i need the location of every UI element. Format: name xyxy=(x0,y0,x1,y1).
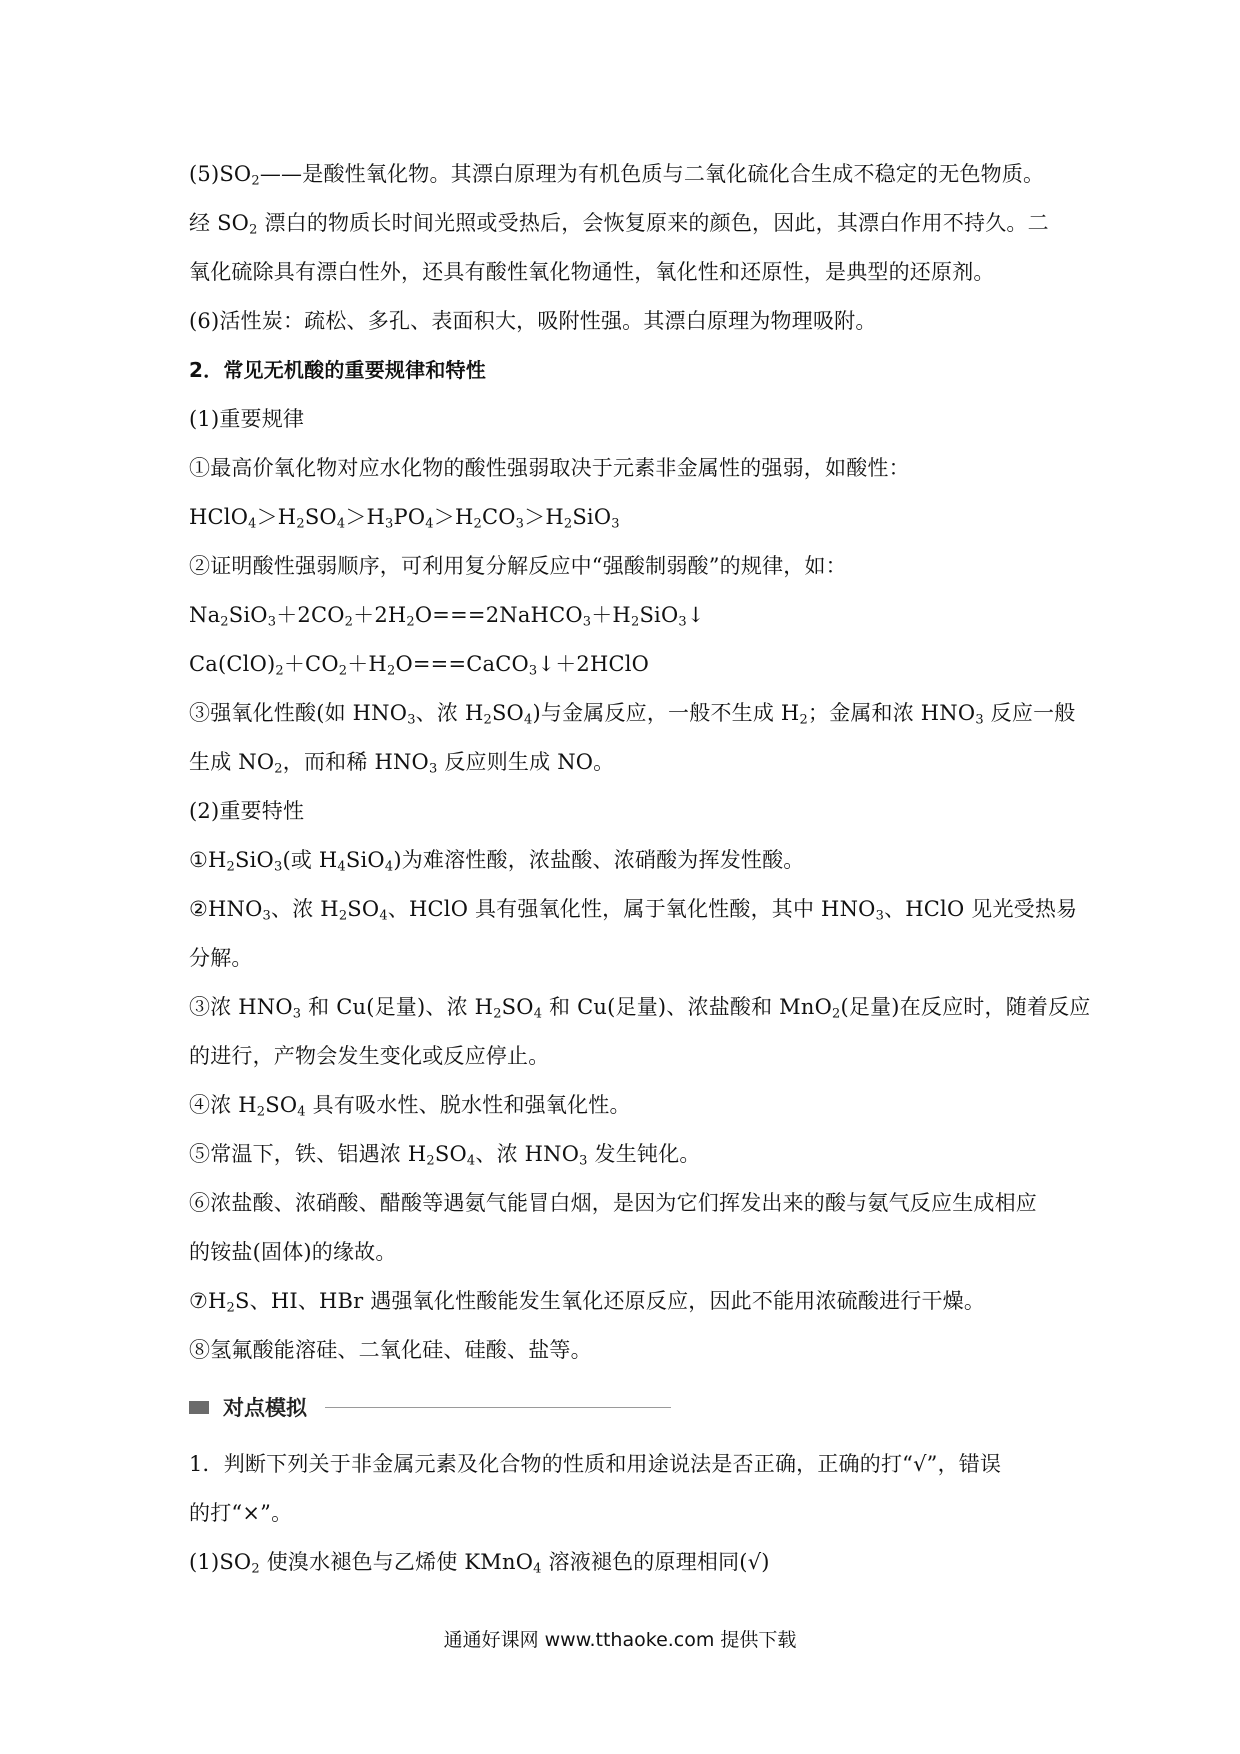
text-line xyxy=(189,444,1059,493)
subscript: 2 xyxy=(386,663,396,679)
text-segment: SiO xyxy=(235,848,274,872)
text-segment: ①最高价氧化物对应水化物的酸性强弱取决于元素非金属性的强弱，如酸性： xyxy=(189,456,910,480)
section-marker-icon xyxy=(189,1401,209,1414)
body-text xyxy=(189,150,1091,1375)
subscript: 4 xyxy=(425,516,434,532)
text-segment: ⑥浓盐酸、浓硝酸、醋酸等遇氨气能冒白烟，是因为它们挥发出来的酸与氨气反应生成相应 xyxy=(189,1191,1037,1215)
text-segment: ②证明酸性强弱顺序，可利用复分解反应中“强酸制弱酸”的规律，如： xyxy=(189,554,847,578)
text-line xyxy=(189,493,1059,542)
subscript: 2 xyxy=(275,663,284,679)
text-segment: ；金属和浓 HNO xyxy=(807,701,976,725)
text-segment: ，而和稀 HNO xyxy=(282,750,429,774)
subscript: 3 xyxy=(579,1153,588,1169)
text-segment: (或 H xyxy=(282,848,338,872)
subscript: 4 xyxy=(336,516,346,532)
text-segment: SO xyxy=(501,995,534,1019)
subscript: 3 xyxy=(267,614,277,630)
subscript: 2 xyxy=(226,859,236,875)
subscript: 2 xyxy=(220,614,229,630)
subscript: 2 xyxy=(832,1006,841,1022)
subscript: 3 xyxy=(528,663,538,679)
subscript: 3 xyxy=(611,516,620,532)
text-segment: 生成 NO xyxy=(189,750,275,774)
subscript: 2 xyxy=(251,1561,260,1577)
subscript: 4 xyxy=(523,712,533,728)
subscript: 2 xyxy=(406,614,415,630)
text-segment: ＞H xyxy=(524,505,564,529)
subscript: 4 xyxy=(533,1006,543,1022)
subscript: 2 xyxy=(226,1300,236,1316)
text-segment: ＞H xyxy=(345,505,386,529)
text-segment: ＋2H xyxy=(353,603,407,627)
footer-watermark: 通通好课网 www.tthaoke.com 提供下载 xyxy=(443,1629,797,1651)
subscript: 2 xyxy=(274,761,283,777)
text-line xyxy=(189,346,1059,395)
text-line xyxy=(189,787,1059,836)
subscript: 2 xyxy=(630,614,640,630)
text-segment: ＞H xyxy=(256,505,297,529)
text-segment: ⑦H xyxy=(189,1289,227,1313)
text-segment: ＋2CO xyxy=(276,603,345,627)
subscript: 2 xyxy=(296,516,305,532)
text-segment: ——是酸性氧化物。其漂白原理为有机色质与二氧化硫化合生成不稳定的无色物质。 xyxy=(259,162,1045,186)
text-segment: SO xyxy=(491,701,524,725)
text-segment: O===CaCO xyxy=(395,652,529,676)
text-segment: ＞H xyxy=(433,505,474,529)
subscript: 3 xyxy=(407,712,416,728)
text-line xyxy=(189,591,1059,640)
text-line xyxy=(189,1326,1059,1375)
text-segment: ④浓 H xyxy=(189,1093,257,1117)
text-segment: SO xyxy=(347,897,380,921)
text-segment: 的进行，产物会发生变化或反应停止。 xyxy=(189,1044,550,1068)
subscript: 2 xyxy=(563,516,573,532)
text-segment: (足量)在反应时，随着反应 xyxy=(840,995,1091,1019)
text-line xyxy=(189,689,1076,738)
subscript: 2 xyxy=(344,614,354,630)
subscript: 3 xyxy=(273,859,283,875)
text-line xyxy=(189,150,1059,199)
exercise-text xyxy=(189,1440,1059,1587)
text-segment: 和 Cu(足量)、浓盐酸和 MnO xyxy=(542,995,833,1019)
text-line xyxy=(189,1179,1059,1228)
text-line xyxy=(189,983,1091,1032)
text-line xyxy=(189,199,1059,248)
text-segment: SiO xyxy=(345,848,385,872)
text-segment: ③强氧化性酸(如 HNO xyxy=(189,701,408,725)
text-line xyxy=(189,934,1059,983)
subscript: 4 xyxy=(466,1153,476,1169)
text-line xyxy=(189,640,1059,689)
text-segment: 1．判断下列关于非金属元素及化合物的性质和用途说法是否正确，正确的打“√”，错误 xyxy=(189,1452,1002,1476)
text-segment: 的铵盐(固体)的缘故。 xyxy=(189,1240,397,1264)
section-title: 对点模拟 xyxy=(223,1396,307,1420)
text-line xyxy=(189,885,1078,934)
subscript: 2 xyxy=(251,173,260,189)
subscript: 4 xyxy=(379,908,388,924)
section-divider xyxy=(325,1407,671,1408)
text-segment: ③浓 HNO xyxy=(189,995,293,1019)
text-segment: SiO xyxy=(572,505,612,529)
text-segment: 溶液褪色的原理相同(√) xyxy=(541,1550,770,1574)
text-segment: O===2NaHCO xyxy=(414,603,583,627)
subscript: 3 xyxy=(262,908,272,924)
text-segment: 反应则生成 NO。 xyxy=(437,750,615,774)
text-segment: ↓ xyxy=(686,603,705,627)
text-segment: SiO xyxy=(228,603,268,627)
text-segment: ⑤常温下，铁、铝遇浓 H xyxy=(189,1142,427,1166)
text-line xyxy=(189,1538,1059,1587)
subscript: 2 xyxy=(426,1153,435,1169)
subscript: 4 xyxy=(533,1561,542,1577)
subscript: 3 xyxy=(975,712,984,728)
text-segment: ②HNO xyxy=(189,897,263,921)
text-line xyxy=(189,542,1059,591)
text-segment: Ca(ClO) xyxy=(189,652,276,676)
text-segment: ↓＋2HClO xyxy=(537,652,650,676)
text-line xyxy=(189,1489,1059,1538)
text-segment: 的打“×”。 xyxy=(189,1501,293,1525)
subscript: 2 xyxy=(483,712,492,728)
text-segment: (1)SO xyxy=(189,1550,252,1574)
text-segment: PO xyxy=(393,505,426,529)
text-segment: (1)重要规律 xyxy=(189,407,305,431)
text-line xyxy=(189,1228,1059,1277)
text-line xyxy=(189,1081,1059,1130)
text-segment: 漂白的物质长时间光照或受热后，会恢复原来的颜色，因此，其漂白作用不持久。二 xyxy=(257,211,1049,235)
text-segment: 反应一般 xyxy=(983,701,1076,725)
text-segment: (5)SO xyxy=(189,162,252,186)
text-segment: 氧化硫除具有漂白性外，还具有酸性氧化物通性，氧化性和还原性，是典型的还原剂。 xyxy=(189,260,995,284)
subscript: 4 xyxy=(248,516,257,532)
subscript: 4 xyxy=(384,859,394,875)
subscript: 4 xyxy=(297,1104,306,1120)
text-line xyxy=(189,836,1059,885)
text-line xyxy=(189,1277,1059,1326)
text-segment: SO xyxy=(304,505,337,529)
text-line xyxy=(189,248,1059,297)
subscript: 2 xyxy=(338,663,348,679)
text-segment: ⑧氢氟酸能溶硅、二氧化硅、硅酸、盐等。 xyxy=(189,1338,592,1362)
text-line xyxy=(189,395,1059,444)
text-segment: SiO xyxy=(639,603,679,627)
text-segment: (2)重要特性 xyxy=(189,799,305,823)
subscript: 2 xyxy=(256,1104,266,1120)
text-segment: 具有吸水性、脱水性和强氧化性。 xyxy=(305,1093,631,1117)
text-segment: ＋H xyxy=(347,652,387,676)
text-segment: 、HClO 见光受热易 xyxy=(884,897,1078,921)
text-segment: S、HI、HBr 遇强氧化性酸能发生氧化还原反应，因此不能用浓硫酸进行干燥。 xyxy=(235,1289,986,1313)
text-segment: ＋CO xyxy=(283,652,339,676)
text-segment: SO xyxy=(434,1142,467,1166)
section-header xyxy=(189,1387,689,1427)
text-segment: 、浓 H xyxy=(415,701,484,725)
text-line xyxy=(189,738,1059,787)
subscript: 3 xyxy=(385,516,394,532)
text-segment: SO xyxy=(265,1093,298,1117)
text-segment: ①H xyxy=(189,848,227,872)
subscript: 3 xyxy=(428,761,438,777)
text-segment: 和 Cu(足量)、浓 H xyxy=(301,995,494,1019)
text-segment: 、HClO 具有强氧化性，属于氧化性酸，其中 HNO xyxy=(387,897,876,921)
text-segment: CO xyxy=(481,505,516,529)
subscript: 2 xyxy=(338,908,348,924)
subscript: 3 xyxy=(875,908,885,924)
text-segment: 分解。 xyxy=(189,946,253,970)
subscript: 2 xyxy=(493,1006,502,1022)
text-segment: )为难溶性酸，浓盐酸、浓硝酸为挥发性酸。 xyxy=(393,848,805,872)
text-segment: ＋H xyxy=(591,603,631,627)
text-segment: 、浓 HNO xyxy=(475,1142,580,1166)
text-segment: Na xyxy=(189,603,221,627)
text-segment: )与金属反应，一般不生成 H xyxy=(532,701,800,725)
subscript: 2 xyxy=(249,222,258,238)
subscript: 3 xyxy=(582,614,592,630)
text-segment: HClO xyxy=(189,505,249,529)
subscript: 3 xyxy=(678,614,687,630)
text-line xyxy=(189,1032,1059,1081)
text-segment: 经 SO xyxy=(189,211,250,235)
subscript: 3 xyxy=(292,1006,302,1022)
subscript: 4 xyxy=(337,859,346,875)
text-segment: 、浓 H xyxy=(271,897,339,921)
text-segment: 使溴水褪色与乙烯使 KMnO xyxy=(259,1550,534,1574)
text-line xyxy=(189,1130,1059,1179)
subscript: 3 xyxy=(515,516,525,532)
text-line xyxy=(189,297,1059,346)
subscript: 2 xyxy=(473,516,482,532)
text-segment: 发生钝化。 xyxy=(587,1142,701,1166)
subscript: 2 xyxy=(799,712,808,728)
heading-text: 2．常见无机酸的重要规律和特性 xyxy=(189,358,486,382)
text-segment: (6)活性炭：疏松、多孔、表面积大，吸附性强。其漂白原理为物理吸附。 xyxy=(189,309,877,333)
text-line xyxy=(189,1440,1059,1489)
